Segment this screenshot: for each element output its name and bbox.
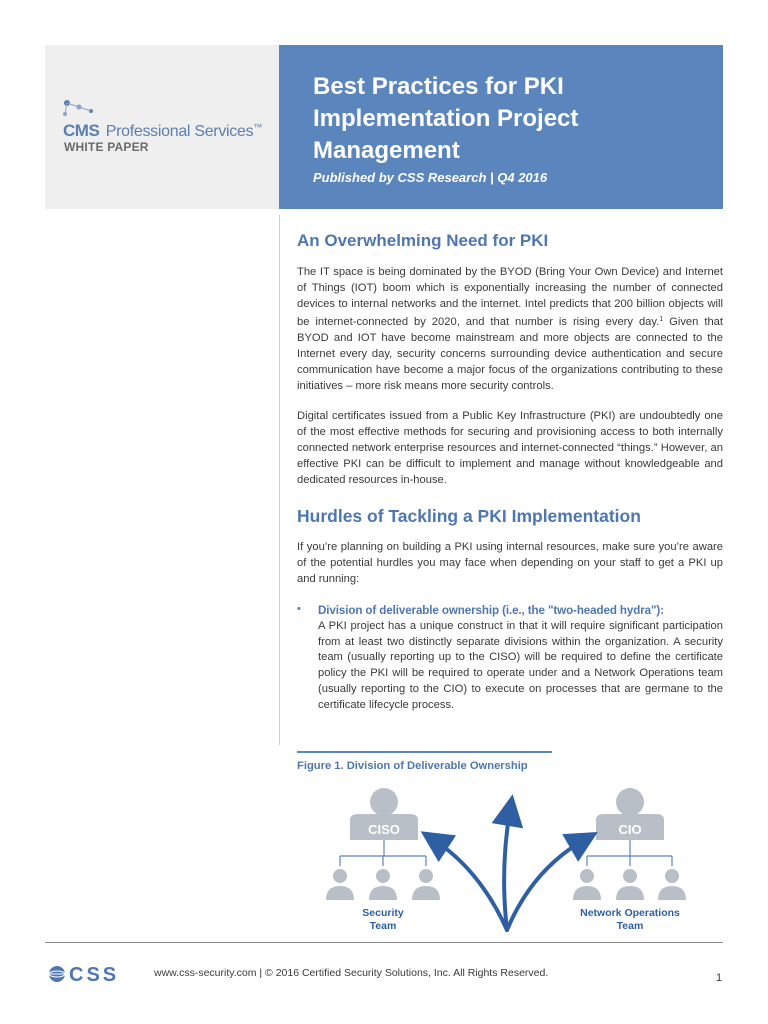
paragraph-hurdles-intro: If you’re planning on building a PKI using internal resources, make sure you’re aware of the potential hurdles you may face when depending on your staff to get a PKI up and running: xyxy=(297,541,723,585)
netops-team-label-line2: Team xyxy=(616,920,644,932)
brand-logo xyxy=(63,117,262,142)
ciso-label: CISO xyxy=(368,822,400,837)
ownership-diagram xyxy=(300,780,700,940)
page-number: 1 xyxy=(716,972,723,984)
footnote-marker[interactable]: 1 xyxy=(659,316,664,324)
netops-org-connector xyxy=(587,840,672,866)
paragraph-byod-part1: The IT space is being dominated by the BYOD (Bring Your Own Device) and Internet of Things (IOT) boom which is exponentially increasing the number of connected devices to internal networks and the internet. Intel predicts that 200 billion objects will be internet-connected by 2020, and that number is rising every day. xyxy=(297,266,723,329)
content-divider xyxy=(279,215,280,745)
bullet-title: Division of deliverable ownership (i.e., the "two-headed hydra"): xyxy=(318,603,664,617)
bullet-body: A PKI project has a unique construct in that it will require significant participation from at least two distinctly separate divisions within the organization. A security team (usually reporting up to the CISO) will be required to define the certificate policy the PKI will be required to operate under and a Network Operations team (usually reporting to the CIO) to execute on processes that are germane to the certificate lifecycle process. xyxy=(318,619,723,711)
brand-panel xyxy=(45,45,279,209)
css-logo xyxy=(47,963,145,990)
netops-team-icon xyxy=(573,869,686,900)
section-heading-hurdles: Hurdles of Tackling a PKI Implementation xyxy=(297,506,641,527)
hydra-arrows-icon xyxy=(434,810,584,930)
section-heading-need: An Overwhelming Need for PKI xyxy=(297,231,549,250)
doc-type: WHITE PAPER xyxy=(64,140,149,154)
brand-suffix: Professional Services xyxy=(105,123,254,140)
brand-tm: ™ xyxy=(253,122,263,132)
security-team-icon xyxy=(326,869,440,900)
main-content xyxy=(297,228,723,714)
footer-text: www.css-security.com | © 2016 Certified Security Solutions, Inc. All Rights Reserved. xyxy=(154,967,549,979)
document-title: Best Practices for PKI Implementation Project Management xyxy=(313,73,579,164)
css-logo-graphic xyxy=(47,963,145,985)
globe-icon xyxy=(49,966,65,982)
security-team-label-line2: Team xyxy=(369,920,397,932)
security-team-label xyxy=(348,907,418,933)
paragraph-byod-part2: Given that BYOD and IOT have become mainstream and more objects are connected to the Internet every day, security concerns surrounding device authentication and secure communication have become a major focus of the organizations contributing to these initiatives – more risk means more security controls. xyxy=(297,316,723,392)
bullet-item xyxy=(297,603,723,714)
security-team-label-line1: Security xyxy=(362,907,404,919)
figure-rule xyxy=(297,751,552,753)
bullet-marker: • xyxy=(297,602,301,615)
netops-team-label-line1: Network Operations xyxy=(580,907,680,919)
paragraph-byod xyxy=(297,265,723,394)
netops-team-label xyxy=(565,907,695,933)
css-logo-text: CSS xyxy=(69,964,120,985)
cio-label: CIO xyxy=(618,822,642,837)
footer-rule xyxy=(45,942,723,943)
title-panel xyxy=(279,45,723,209)
security-org-connector xyxy=(340,840,426,866)
paragraph-certificates: Digital certificates issued from a Public Key Infrastructure (PKI) are undoubtedly one of the most effective methods for securing and provisioning access to both internally connected network enterprise resources and internet-connected “things.” However, an effective PKI can be difficult to implement and manage without knowledgeable and dedicated resources in-house. xyxy=(297,410,723,486)
figure-caption: Figure 1. Division of Deliverable Ownership xyxy=(297,760,528,772)
publication-line: Published by CSS Research | Q4 2016 xyxy=(313,170,548,185)
brand-name: CMS xyxy=(63,121,100,140)
